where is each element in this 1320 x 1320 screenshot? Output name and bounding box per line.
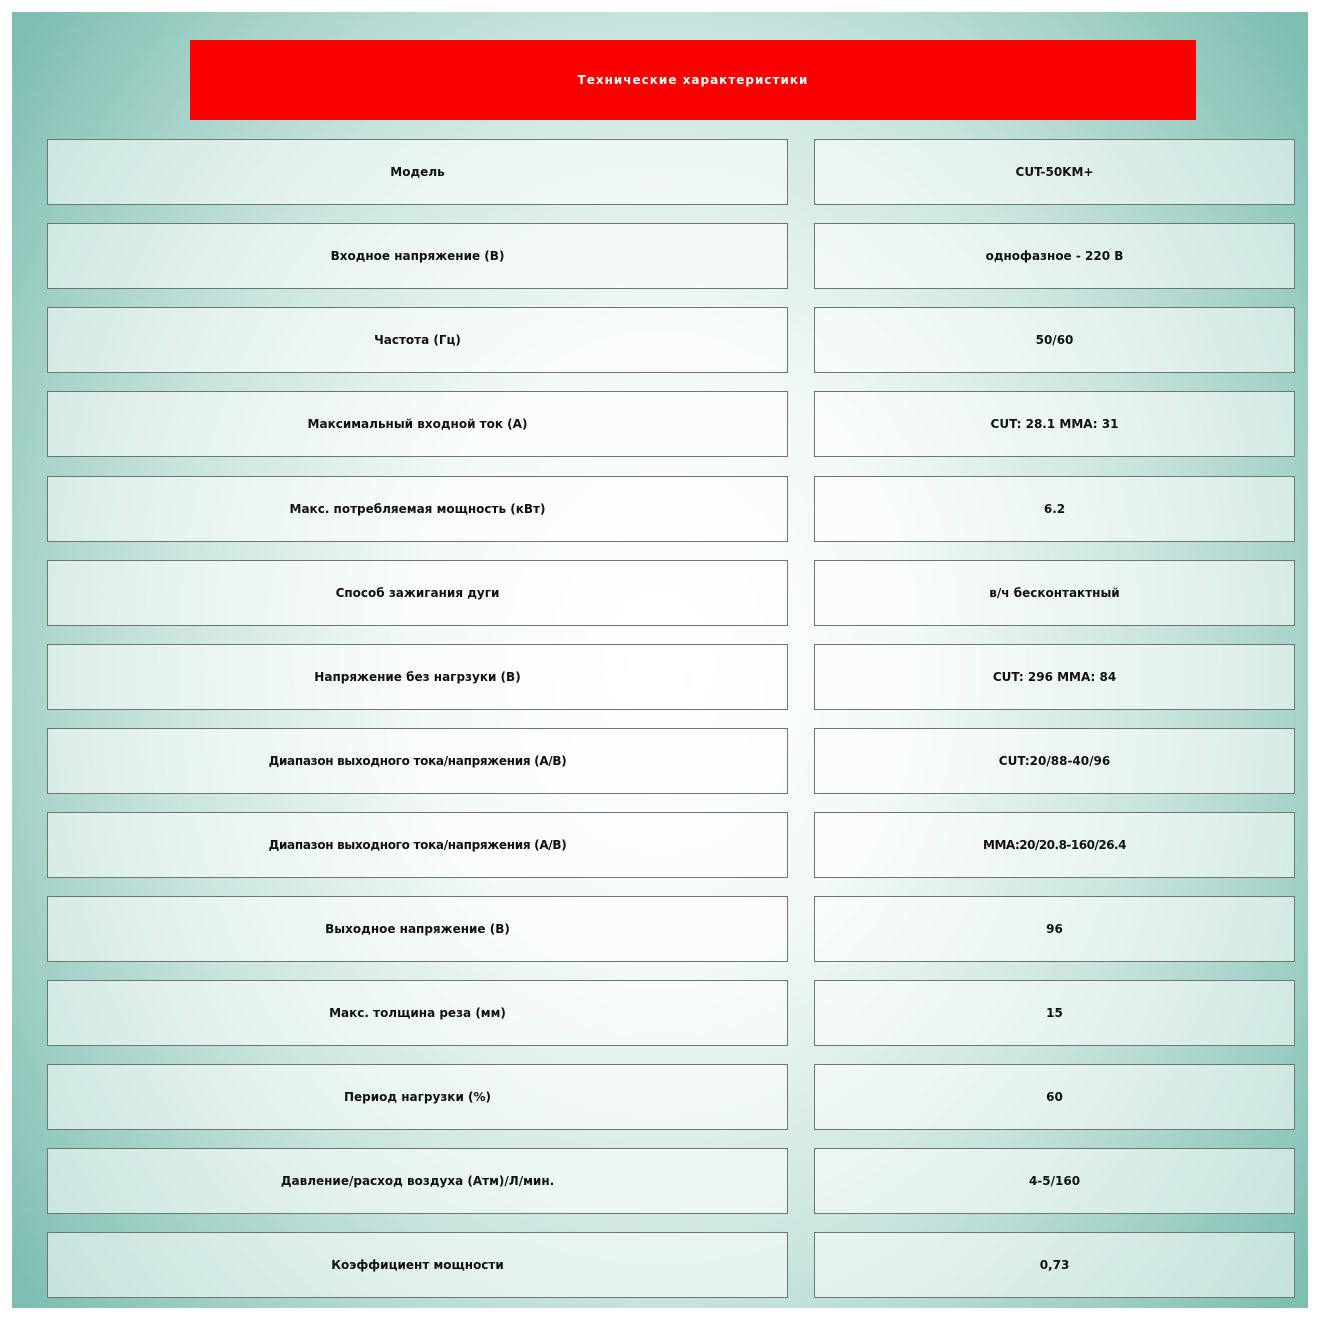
spec-value-output-range-mma: MMA:20/20.8-160/26.4 [814,812,1295,878]
spec-value-frequency: 50/60 [814,307,1295,373]
spec-value-arc-ignition: в/ч бесконтактный [814,560,1295,626]
spec-value-air-pressure-flow: 4-5/160 [814,1148,1295,1214]
spec-label-output-range-mma: Диапазон выходного тока/напряжения (А/В) [47,812,788,878]
spec-value-output-range-cut: CUT:20/88-40/96 [814,728,1295,794]
spec-value-input-voltage: однофазное - 220 В [814,223,1295,289]
spec-label-input-voltage: Входное напряжение (В) [47,223,788,289]
spec-label-power-factor: Коэффициент мощности [47,1232,788,1298]
spec-label-open-circuit-voltage: Напряжение без нагрзуки (В) [47,644,788,710]
spec-label-arc-ignition: Способ зажигания дуги [47,560,788,626]
spec-value-open-circuit-voltage: CUT: 296 MMA: 84 [814,644,1295,710]
spec-label-output-voltage: Выходное напряжение (В) [47,896,788,962]
spec-value-max-cut-thickness: 15 [814,980,1295,1046]
spec-label-max-power: Макс. потребляемая мощность (кВт) [47,476,788,542]
spec-value-power-factor: 0,73 [814,1232,1295,1298]
spec-label-frequency: Частота (Гц) [47,307,788,373]
spec-label-air-pressure-flow: Давление/расход воздуха (Атм)/Л/мин. [47,1148,788,1214]
spec-value-model: CUT-50KM+ [814,139,1295,205]
spec-label-max-cut-thickness: Макс. толщина реза (мм) [47,980,788,1046]
spec-label-model: Модель [47,139,788,205]
spec-label-duty-cycle: Период нагрузки (%) [47,1064,788,1130]
spec-value-duty-cycle: 60 [814,1064,1295,1130]
spec-label-output-range-cut: Диапазон выходного тока/напряжения (А/В) [47,728,788,794]
page-title: Технические характеристики [190,40,1196,120]
spec-label-max-input-current: Максимальный входной ток (А) [47,391,788,457]
spec-value-max-input-current: CUT: 28.1 MMA: 31 [814,391,1295,457]
spec-value-max-power: 6.2 [814,476,1295,542]
spec-value-output-voltage: 96 [814,896,1295,962]
